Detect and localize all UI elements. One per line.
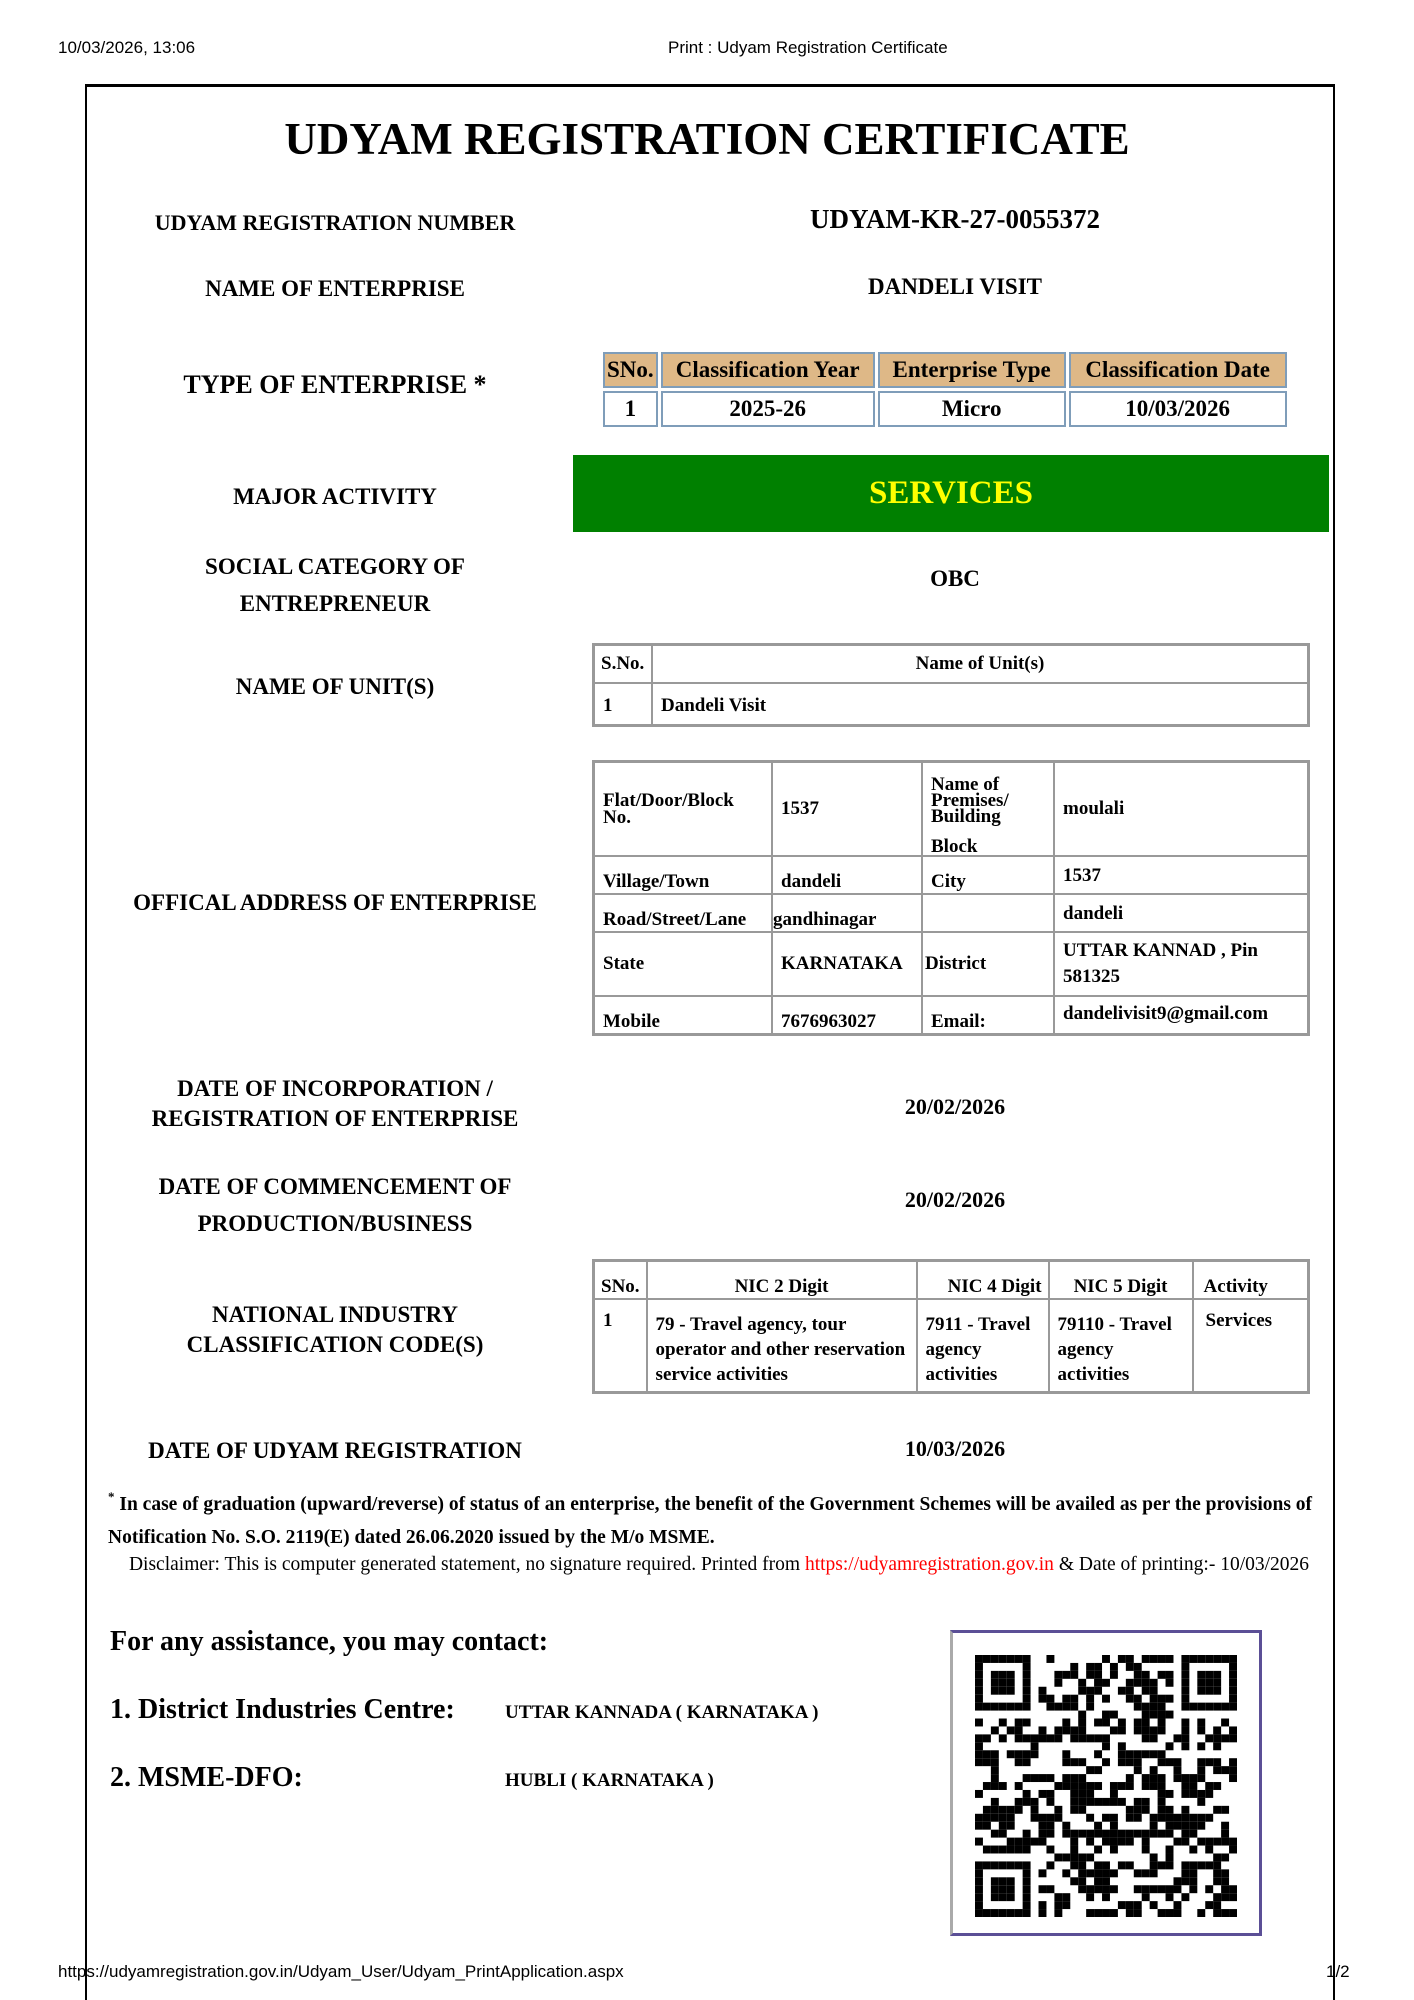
print-page-number: 1/2 — [1326, 1962, 1350, 1981]
disclaimer — [108, 1548, 1330, 1581]
incorporation-label-1: DATE OF INCORPORATION / — [177, 1076, 493, 1101]
nic-cell: 7911 - Travel agency activities — [917, 1299, 1049, 1393]
state-value: KARNATAKA — [772, 932, 922, 996]
type-table — [600, 349, 1290, 430]
major-activity-banner: SERVICES — [573, 455, 1329, 532]
footnote-text: In case of graduation (upward/reverse) of status of an enterprise, the benefit of the Government Schemes will be availed as per the provisions of Notification No. S.O. 2119(E) dated 26.06.2020 issued by the M/o MSME. — [108, 1494, 1313, 1548]
qr-code-icon — [975, 1655, 1237, 1917]
nic-table — [592, 1259, 1310, 1394]
nic-label-1: NATIONAL INDUSTRY — [211, 1302, 459, 1327]
certificate-title: UDYAM REGISTRATION CERTIFICATE — [284, 114, 1130, 164]
units-label: NAME OF UNIT(S) — [235, 674, 435, 699]
nic-cell: 1 — [594, 1299, 647, 1393]
district-value: UTTAR KANNAD , Pin 581325 — [1054, 932, 1309, 996]
disclaimer-link[interactable]: https://udyamregistration.gov.in — [804, 1554, 1054, 1575]
mobile-label: Mobile — [594, 996, 773, 1034]
type-header-year: Classification Year — [661, 352, 875, 388]
nic-label-2: CLASSIFICATION CODE(S) — [186, 1332, 484, 1357]
nic-header-sno: SNo. — [594, 1261, 647, 1300]
address-label: OFFICAL ADDRESS OF ENTERPRISE — [133, 890, 537, 915]
block-label: Block — [931, 836, 978, 857]
qr-code — [950, 1630, 1262, 1936]
city-value: dandeli — [1054, 894, 1309, 932]
premises-label-text: Name of Premises/ Building — [931, 774, 1009, 827]
nic-cell: 79110 - Travel agency activities — [1049, 1299, 1193, 1393]
nic-header-activity: Activity — [1193, 1261, 1309, 1300]
units-table — [592, 643, 1310, 727]
district-label: District — [922, 932, 1054, 996]
village-value: dandeli — [772, 856, 922, 894]
social-category-label-1: SOCIAL CATEGORY OF — [205, 554, 465, 579]
print-datetime: 10/03/2026, 13:06 — [58, 38, 196, 57]
road-value: gandhinagar — [772, 894, 922, 932]
nic-header-4digit: NIC 4 Digit — [917, 1261, 1049, 1300]
type-header-date: Classification Date — [1069, 352, 1287, 388]
footnote-mark: * — [108, 1489, 115, 1504]
type-cell: Micro — [878, 391, 1066, 427]
graduation-footnote — [108, 1488, 1330, 1554]
block-value: 1537 — [1054, 856, 1309, 894]
type-header-type: Enterprise Type — [878, 352, 1066, 388]
nic-header-5digit: NIC 5 Digit — [1049, 1261, 1193, 1300]
table-row — [594, 1299, 1309, 1393]
print-url: https://udyamregistration.gov.in/Udyam_User/Udyam_PrintApplication.aspx — [58, 1962, 624, 1981]
dic-value: UTTAR KANNADA ( KARNATAKA ) — [505, 1702, 819, 1723]
social-category: OBC — [930, 566, 980, 591]
major-activity-label: MAJOR ACTIVITY — [233, 484, 437, 509]
enterprise-name-label: NAME OF ENTERPRISE — [205, 276, 465, 301]
mobile-value: 7676963027 — [772, 996, 922, 1034]
village-label: Village/Town — [594, 856, 773, 894]
udyam-date-label: DATE OF UDYAM REGISTRATION — [148, 1438, 522, 1463]
dfo-value: HUBLI ( KARNATAKA ) — [505, 1770, 714, 1791]
type-header-sno: SNo. — [603, 352, 658, 388]
disclaimer-prefix: Disclaimer: This is computer generated statement, no signature required. Printed from — [128, 1554, 805, 1575]
address-table — [592, 760, 1310, 1036]
state-label: State — [594, 932, 773, 996]
units-header-sno: S.No. — [594, 645, 653, 684]
city-label: City — [922, 856, 1054, 894]
units-header-name: Name of Unit(s) — [652, 645, 1309, 684]
commencement-label-2: PRODUCTION/BUSINESS — [197, 1211, 473, 1236]
enterprise-name: DANDELI VISIT — [867, 274, 1043, 299]
nic-cell: 79 - Travel agency, tour operator and other reservation service activities — [647, 1299, 917, 1393]
type-cell: 10/03/2026 — [1069, 391, 1287, 427]
reg-number-label: UDYAM REGISTRATION NUMBER — [154, 210, 516, 235]
nic-cell: Services — [1193, 1299, 1309, 1393]
premises-label — [922, 762, 1054, 857]
incorporation-label-2: REGISTRATION OF ENTERPRISE — [151, 1106, 519, 1131]
type-cell: 2025-26 — [661, 391, 875, 427]
road-label: Road/Street/Lane — [594, 894, 773, 932]
contact-heading: For any assistance, you may contact: — [110, 1626, 549, 1657]
udyam-date: 10/03/2026 — [904, 1436, 1006, 1461]
commencement-date: 20/02/2026 — [904, 1187, 1006, 1212]
flat-label: Flat/Door/Block No. — [594, 762, 773, 857]
nic-header-2digit: NIC 2 Digit — [647, 1261, 917, 1300]
reg-number: UDYAM-KR-27-0055372 — [810, 204, 1100, 234]
table-row — [594, 683, 1309, 726]
email-value[interactable]: dandelivisit9@gmail.com — [1054, 996, 1309, 1034]
table-row — [603, 391, 1287, 427]
type-label: TYPE OF ENTERPRISE * — [183, 370, 487, 399]
dic-label: 1. District Industries Centre: — [110, 1694, 455, 1725]
premises-value: moulali — [1054, 762, 1309, 857]
flat-value: 1537 — [772, 762, 922, 857]
dfo-label: 2. MSME-DFO: — [110, 1762, 303, 1793]
commencement-label-1: DATE OF COMMENCEMENT OF — [158, 1174, 512, 1199]
type-cell: 1 — [603, 391, 658, 427]
units-cell: Dandeli Visit — [652, 683, 1309, 726]
disclaimer-suffix: & Date of printing:- 10/03/2026 — [1053, 1554, 1310, 1575]
social-category-label-2: ENTREPRENEUR — [239, 591, 431, 616]
print-page-title: Print : Udyam Registration Certificate — [668, 38, 948, 57]
units-cell: 1 — [594, 683, 653, 726]
empty-cell — [922, 894, 1054, 932]
incorporation-date: 20/02/2026 — [904, 1094, 1006, 1119]
email-label: Email: — [922, 996, 1054, 1034]
